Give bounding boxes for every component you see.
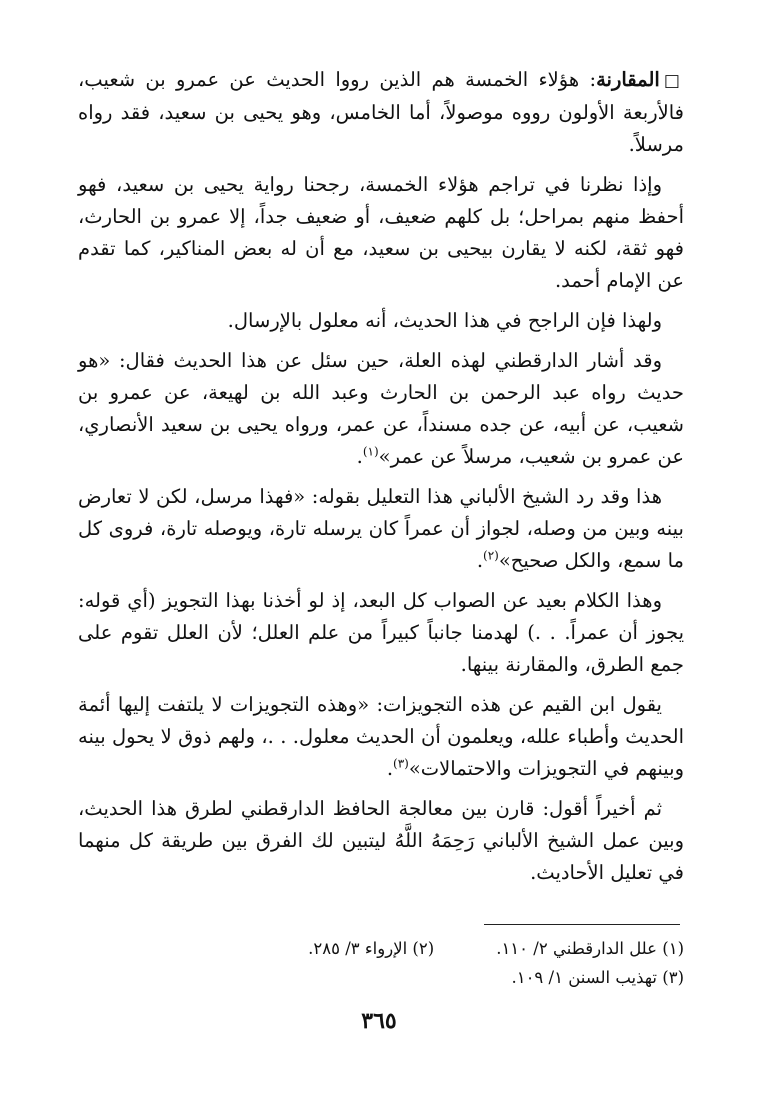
paragraph-end: . <box>386 757 394 780</box>
section-lead: المقارنة <box>596 68 660 91</box>
paragraph-5 <box>78 481 684 577</box>
paragraph-text: وإذا نظرنا في تراجم هؤلاء الخمسة، رجحنا رواية يحيى بن سعيد، فهو أحفظ منهم بمراحل؛ بل كلهم ضعيف، أو ضعيف جداً، إلا عمرو بن الحارث، فهو ثقة، لكنه لا يقارن بيحيى بن سعيد، مع أن له بعض المناكير، كما تقدم عن الإمام أحمد. <box>78 173 684 292</box>
footnote-3: (٣) تهذيب السنن ١/ ١٠٩. <box>511 968 684 987</box>
paragraph-end: . <box>476 549 484 572</box>
footnotes <box>78 934 684 992</box>
paragraph-text: وهذا الكلام بعيد عن الصواب كل البعد، إذ لو أخذنا بهذا التجويز (أي قوله: يجوز أن عمراً. . .) لهدمنا جانباً كبيراً من علم العلل؛ لأن العلل تقوم على جمع الطرق، والمقارنة بينها. <box>78 589 684 676</box>
paragraph-4 <box>78 345 684 473</box>
main-text <box>78 64 684 897</box>
footnote-ref: (٢) <box>483 548 499 563</box>
page-number: ٣٦٥ <box>361 1008 397 1034</box>
footnote-row <box>78 963 684 992</box>
paragraph-end: . <box>356 445 363 468</box>
paragraph-text: ثم أخيراً أقول: قارن بين معالجة الحافظ الدارقطني لطرق هذا الحديث، وبين عمل الشيخ الألباني رَحِمَهُ اللَّهُ ليتبين لك الفرق بين طريقة كل منهما في تعليل الأحاديث. <box>78 797 684 884</box>
paragraph-3 <box>78 305 684 337</box>
footnote-1: (١) علل الدارقطني ٢/ ١١٠. <box>496 939 684 958</box>
paragraph-1 <box>78 64 684 161</box>
square-bullet-icon: □ <box>663 71 685 91</box>
paragraph-text: يقول ابن القيم عن هذه التجويزات: «وهذه التجويزات لا يلتفت إليها أئمة الحديث وأطباء علله، ويعلمون أن الحديث معلول. . .، ولهم ذوق لا يحول بينه وبينهم في التجويزات والاحتمالات» <box>78 693 684 780</box>
paragraph-text: : هؤلاء الخمسة هم الذين رووا الحديث عن عمرو بن شعيب، فالأربعة الأولون رووه موصولاً، أما الخامس، وهو يحيى بن سعيد، فقد رواه مرسلاً. <box>78 68 684 156</box>
footnote-ref: (١) <box>362 444 379 459</box>
paragraph-7 <box>78 689 684 785</box>
paragraph-text: وقد أشار الدارقطني لهذه العلة، حين سئل عن هذا الحديث فقال: «هو حديث رواه عبد الرحمن بن الحارث وعبد الله بن لهيعة، عن عمرو بن شعيب، عن أبيه، عن جده مسنداً، عن عمر، ورواه يحيى بن سعيد الأنصاري، عن عمرو بن شعيب، مرسلاً عن عمر» <box>78 349 684 468</box>
paragraph-text: هذا وقد رد الشيخ الألباني هذا التعليل بقوله: «فهذا مرسل، لكن لا تعارض بينه وبين من وصله، لجواز أن عمراً كان يرسله تارة، ويوصله تارة، فروى كل ما سمع، والكل صحيح» <box>78 485 684 572</box>
footnote-2: (٢) الإرواء ٣/ ٢٨٥. <box>308 939 435 958</box>
footnote-ref: (٣) <box>393 756 409 771</box>
footnote-row <box>78 934 684 963</box>
paragraph-text: ولهذا فإن الراجح في هذا الحديث، أنه معلول بالإرسال. <box>227 309 662 332</box>
paragraph-8 <box>78 793 684 889</box>
paragraph-6 <box>78 585 684 681</box>
footnote-divider <box>484 924 680 925</box>
paragraph-2 <box>78 169 684 297</box>
